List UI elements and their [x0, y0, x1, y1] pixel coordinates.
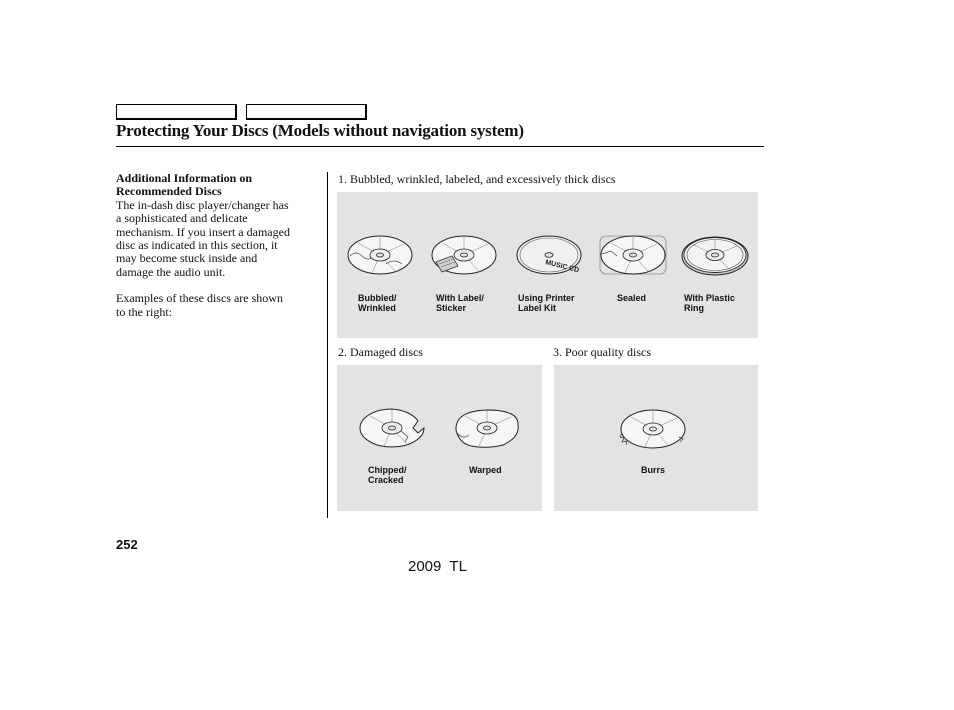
disc-warped-icon	[453, 407, 521, 449]
disc-label-line: Cracked	[368, 475, 404, 485]
disc-plastic-ring-icon	[681, 234, 749, 276]
sidebar-text-line: mechanism. If you insert a damaged	[116, 224, 290, 239]
sidebar-heading-line: Additional Information on	[116, 171, 253, 185]
disc-bubbled-icon	[346, 234, 414, 276]
section-caption-poor-quality-discs: 3. Poor quality discs	[553, 345, 651, 359]
disc-label-plastic-ring	[684, 293, 735, 313]
disc-label-line: Using Printer	[518, 293, 575, 303]
header-tab-box-left	[116, 104, 237, 120]
page-number: 252	[116, 537, 138, 552]
disc-printer-label-icon	[515, 234, 583, 276]
section-caption-damaged-discs: 2. Damaged discs	[338, 345, 423, 359]
disc-examples-panel-3	[554, 365, 758, 511]
page-title: Protecting Your Discs (Models without navigation system)	[116, 121, 524, 140]
disc-label-line: Chipped/	[368, 465, 407, 475]
disc-label-line: Burrs	[641, 465, 666, 475]
sidebar-heading	[116, 172, 321, 199]
sidebar-text-line: disc as indicated in this section, it	[116, 238, 278, 253]
sidebar-text-line: damage the audio unit.	[116, 264, 226, 279]
disc-label-line: With Plastic	[684, 293, 735, 303]
disc-label-line: With Label/	[436, 293, 484, 303]
disc-label-line: Sticker	[436, 303, 467, 313]
disc-sealed-icon	[599, 234, 667, 276]
disc-examples-panel-2	[337, 365, 542, 511]
sidebar-paragraph	[116, 199, 321, 279]
header-tab-box-right	[246, 104, 367, 120]
sidebar-heading-line: Recommended Discs	[116, 184, 222, 199]
sidebar-text-line: a sophisticated and delicate	[116, 211, 248, 226]
sidebar-text-line: to the right:	[116, 304, 172, 319]
disc-label-line: Sealed	[617, 293, 647, 303]
sidebar-text-line: The in-dash disc player/changer has	[116, 197, 289, 212]
sidebar-text-line: may become stuck inside and	[116, 251, 258, 266]
disc-label-line: Bubbled/	[358, 293, 397, 303]
sidebar-info	[116, 172, 321, 319]
disc-chipped-icon	[358, 407, 426, 449]
disc-examples-panel-1	[337, 192, 758, 338]
title-rule	[116, 146, 764, 147]
disc-label-bubbled	[358, 293, 397, 313]
disc-label-warped	[469, 465, 502, 475]
section-caption-thick-discs: 1. Bubbled, wrinkled, labeled, and excessively thick discs	[338, 172, 616, 186]
disc-label-with-label	[436, 293, 484, 313]
disc-label-sealed	[617, 293, 646, 303]
disc-label-line: Wrinkled	[358, 303, 396, 313]
column-divider	[327, 172, 328, 518]
disc-label-line: Ring	[684, 303, 704, 313]
disc-label-text: MUSIC CD	[544, 259, 580, 275]
disc-label-line: Label Kit	[518, 303, 557, 313]
disc-burrs-icon	[617, 407, 689, 451]
disc-label-printer-kit	[518, 293, 575, 313]
model-footer: 2009 TL	[408, 558, 467, 575]
disc-label-line: Warped	[469, 465, 502, 475]
sidebar-paragraph	[116, 292, 321, 319]
sidebar-text-line: Examples of these discs are shown	[116, 291, 283, 306]
disc-label-burrs	[641, 465, 665, 475]
disc-label-chipped	[368, 465, 407, 485]
disc-label-icon	[430, 234, 498, 276]
